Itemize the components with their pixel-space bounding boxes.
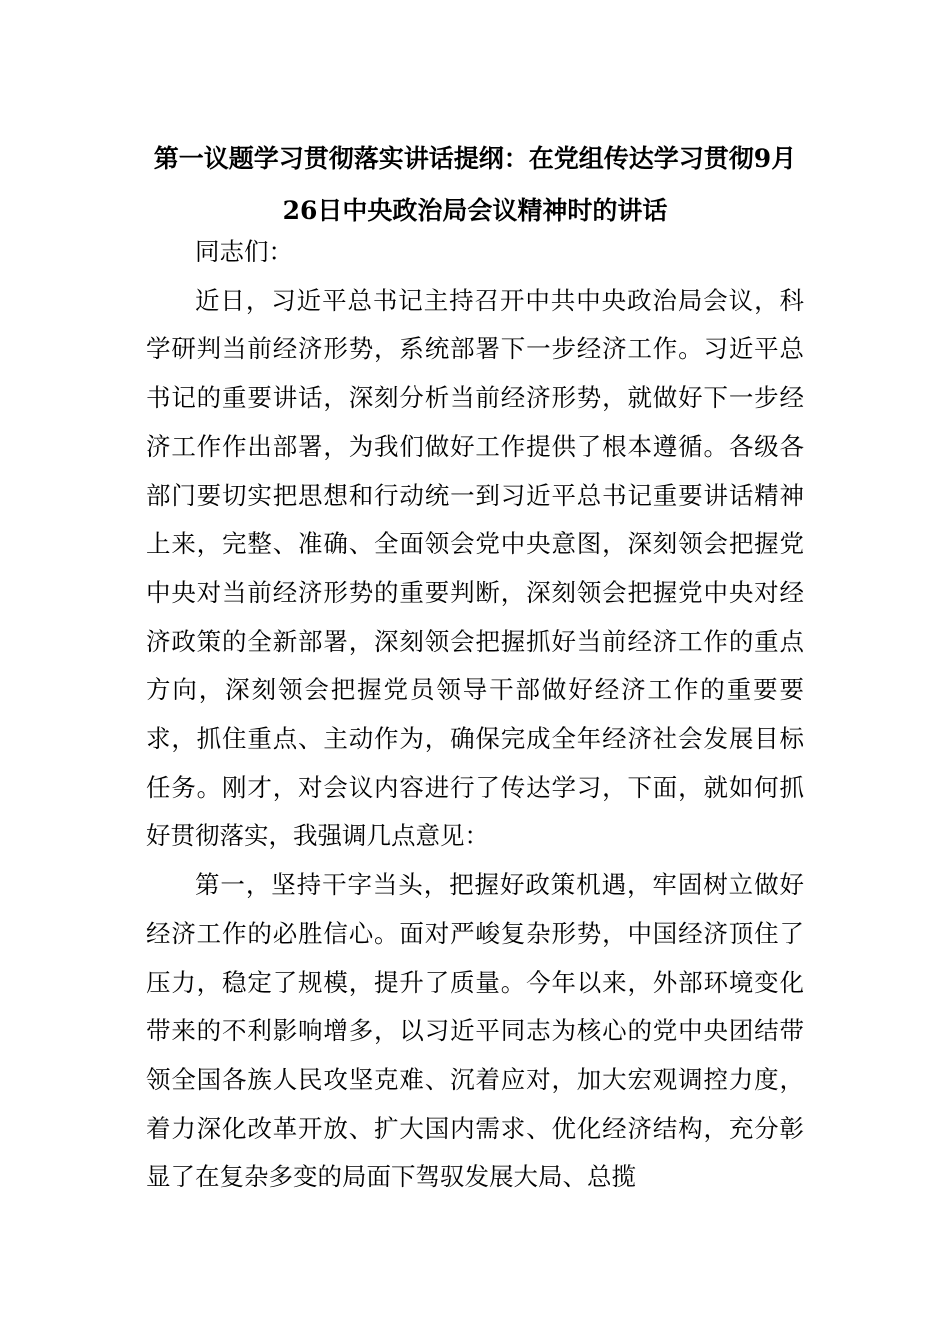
paragraph: 第一，坚持干字当头，把握好政策机遇，牢固树立做好经济工作的必胜信心。面对严峻复杂形势，中国经济顶住了压力，稳定了规模，提升了质量。今年以来，外部环境变化带来的不利影响增多，以习近平同志为核心的党中央团结带领全国各族人民攻坚克难、沉着应对，加大宏观调控力度，着力深化改革开放、扩大国内需求、优化经济结构，充分彰显了在复杂多变的局面下驾驭发展大局、总揽: [146, 870, 804, 1192]
salutation: 同志们：: [195, 237, 293, 266]
document-body: [146, 228, 804, 1202]
document-title: 第一议题学习贯彻落实讲话提纲：在党组传达学习贯彻9月26日中央政治局会议精神时的讲话: [153, 144, 797, 225]
paragraph: 近日，习近平总书记主持召开中共中央政治局会议，科学研判当前经济形势，系统部署下一步经济工作。习近平总书记的重要讲话，深刻分析当前经济形势，就做好下一步经济工作作出部署，为我们做好工作提供了根本遵循。各级各部门要切实把思想和行动统一到习近平总书记重要讲话精神上来，完整、准确、全面领会党中央意图，深刻领会把握党中央对当前经济形势的重要判断，深刻领会把握党中央对经济政策的全新部署，深刻领会把握抓好当前经济工作的重点方向，深刻领会把握党员领导干部做好经济工作的重要要求，抓住重点、主动作为，确保完成全年经济社会发展目标任务。刚才，对会议内容进行了传达学习，下面，就如何抓好贯彻落实，我强调几点意见：: [146, 285, 804, 851]
